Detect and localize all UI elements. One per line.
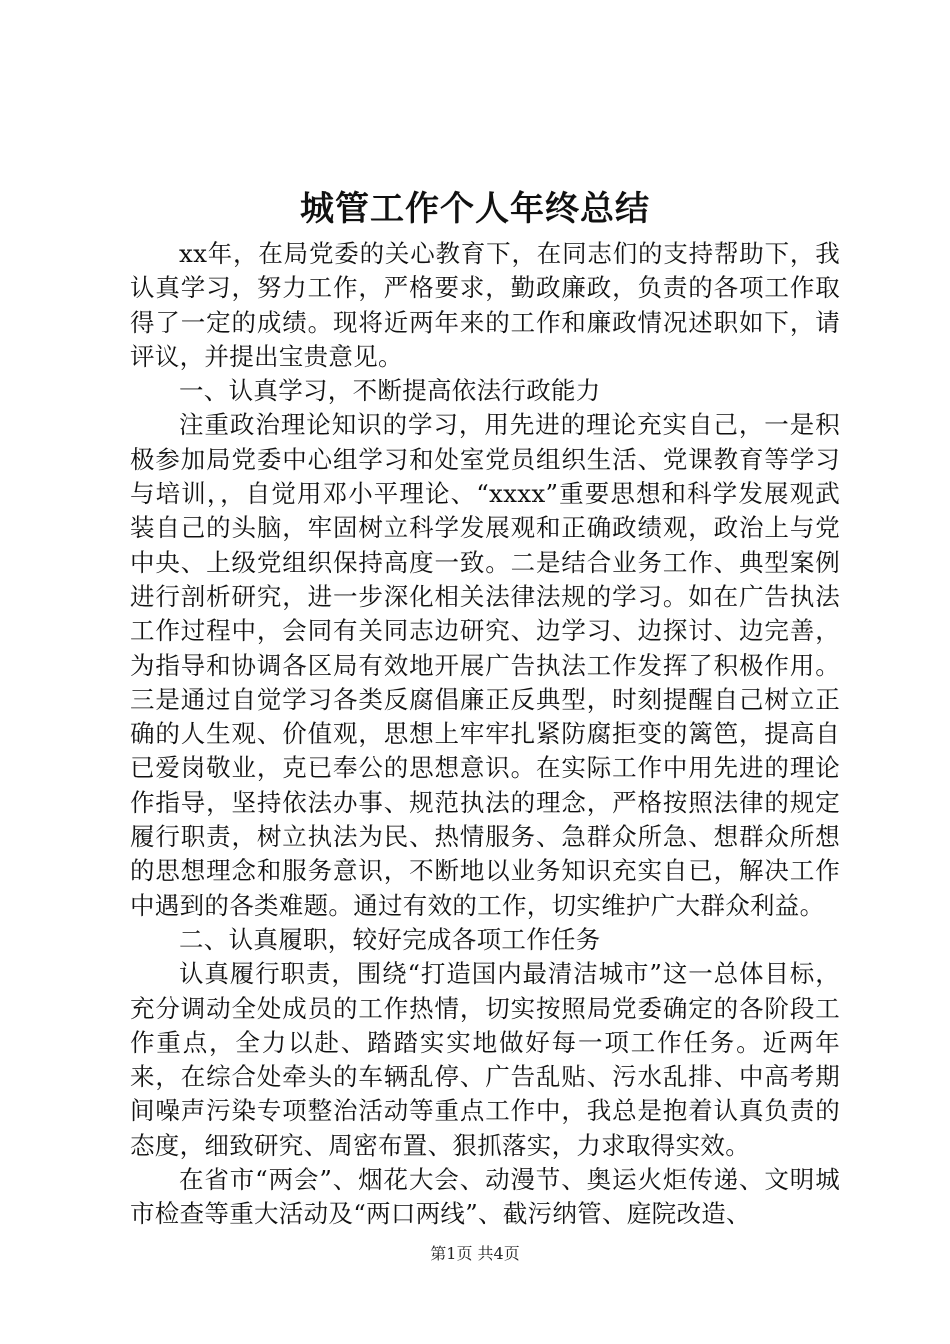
section-heading-2: 二、认真履职，较好完成各项工作任务	[179, 924, 601, 954]
paragraph-intro: xx年，在局党委的关心教育下，在同志们的支持帮助下，我认真学习，努力工作，严格要求，勤政廉政，负责的各项工作取得了一定的成绩。现将近两年来的工作和廉政情况述职如下，请评议，并提出宝贵意见。	[130, 239, 840, 371]
paragraph-events: 在省市“两会”、烟花大会、动漫节、奥运火炬传递、文明城市检查等重大活动及“两口两线”、截污纳管、庭院改造、	[130, 1165, 840, 1229]
document-body	[130, 237, 840, 1232]
section-heading-1: 一、认真学习，不断提高依法行政能力	[179, 376, 601, 406]
paragraph-study: 注重政治理论知识的学习，用先进的理论充实自己，一是积极参加局党委中心组学习和处室党员组织生活、党课教育等学习与培训，，自觉用邓小平理论、“xxxx”重要思想和科学发展观武装自己的头脑，牢固树立科学发展观和正确政绩观，政治上与党中央、上级党组织保持高度一致。二是结合业务工作、典型案例进行剖析研究，进一步深化相关法律法规的学习。如在广告执法工作过程中，会同有关同志边研究、边学习、边探讨、边完善，为指导和协调各区局有效地开展广告执法工作发挥了积极作用。三是通过自觉学习各类反腐倡廉正反典型，时刻提醒自己树立正确的人生观、价值观，思想上牢牢扎紧防腐拒变的篱笆，提高自已爱岗敬业，克已奉公的思想意识。在实际工作中用先进的理论作指导，坚持依法办事、规范执法的理念，严格按照法律的规定履行职责，树立执法为民、热情服务、急群众所急、想群众所想的思想理念和服务意识，不断地以业务知识充实自已，解决工作中遇到的各类难题。通过有效的工作，切实维护广大群众利益。	[130, 410, 840, 920]
page-number-footer: 第1页 共4页	[430, 1244, 520, 1263]
paragraph-duties: 认真履行职责，围绕“打造国内最清洁城市”这一总体目标，充分调动全处成员的工作热情，切实按照局党委确定的各阶段工作重点，全力以赴、踏踏实实地做好每一项工作任务。近两年来，在综合处牵头的车辆乱停、广告乱贴、污水乱排、中高考期间噪声污染专项整治活动等重点工作中，我总是抱着认真负责的态度，细致研究、周密布置、狠抓落实，力求取得实效。	[130, 959, 840, 1160]
document-title: 城管工作个人年终总结	[300, 189, 650, 229]
